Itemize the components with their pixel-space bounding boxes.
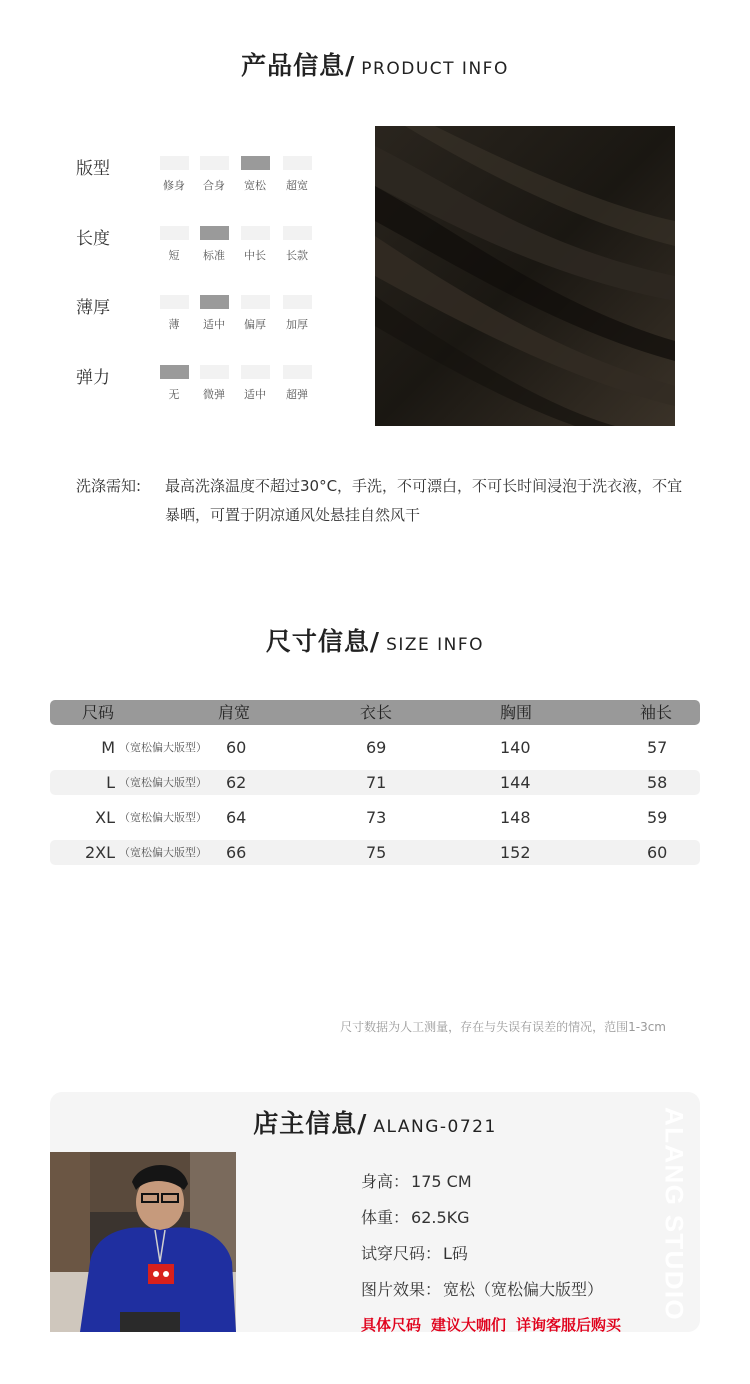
attribute-option bbox=[159, 156, 189, 193]
size-note: （宽松偏大版型） bbox=[119, 846, 207, 859]
length-cell: 73 bbox=[366, 808, 387, 827]
option-label: 中长 bbox=[244, 249, 266, 262]
promo-text-3: 详询客服后购买 bbox=[516, 1316, 622, 1334]
attribute-option bbox=[199, 295, 229, 332]
option-label: 修身 bbox=[163, 179, 185, 192]
size-note: （宽松偏大版型） bbox=[119, 776, 207, 789]
sleeve-cell: 59 bbox=[647, 808, 668, 827]
product-info-title-cn: 产品信息/ bbox=[241, 51, 356, 80]
studio-watermark bbox=[659, 1107, 697, 1321]
option-indicator bbox=[283, 156, 312, 170]
size-row bbox=[50, 735, 700, 760]
size-cell: XL bbox=[95, 808, 115, 827]
attribute-label: 长度 bbox=[76, 229, 110, 249]
owner-info-title bbox=[0, 1104, 750, 1140]
owner-weight bbox=[361, 1205, 470, 1228]
size-note: （宽松偏大版型） bbox=[119, 741, 207, 754]
attribute-option bbox=[199, 226, 229, 263]
size-cell: L bbox=[106, 773, 115, 792]
attribute-label: 弹力 bbox=[76, 368, 110, 388]
attribute-option bbox=[282, 365, 312, 402]
care-label: 洗涤需知: bbox=[76, 477, 142, 495]
size-row bbox=[50, 770, 700, 795]
option-label: 超弹 bbox=[286, 388, 308, 401]
owner-trial-size bbox=[361, 1241, 468, 1264]
header-shoulder: 肩宽 bbox=[218, 703, 251, 722]
attribute-option bbox=[282, 156, 312, 193]
option-indicator bbox=[160, 156, 189, 170]
size-info-title-en: SIZE INFO bbox=[386, 635, 485, 655]
size-table-header bbox=[50, 700, 700, 725]
size-note: （宽松偏大版型） bbox=[119, 811, 207, 824]
sleeve-cell: 57 bbox=[647, 738, 668, 757]
header-chest: 胸围 bbox=[500, 703, 533, 722]
option-label: 短 bbox=[168, 249, 180, 262]
size-advice-promo bbox=[361, 1314, 631, 1335]
option-label: 超宽 bbox=[286, 179, 308, 192]
shoulder-cell: 62 bbox=[226, 773, 247, 792]
option-indicator-selected bbox=[200, 295, 229, 309]
option-indicator bbox=[160, 226, 189, 240]
option-indicator bbox=[283, 226, 312, 240]
size-row bbox=[50, 840, 700, 865]
header-length: 衣长 bbox=[360, 703, 393, 722]
promo-text-1: 具体尺码 bbox=[361, 1316, 422, 1334]
option-indicator-selected bbox=[160, 365, 189, 379]
option-label: 微弹 bbox=[203, 388, 225, 401]
option-label: 宽松 bbox=[244, 179, 266, 192]
option-indicator bbox=[283, 295, 312, 309]
option-label: 合身 bbox=[203, 179, 225, 192]
attribute-option bbox=[159, 365, 189, 402]
attribute-option bbox=[282, 226, 312, 263]
owner-fit-effect bbox=[361, 1277, 603, 1300]
attribute-option bbox=[282, 295, 312, 332]
chest-cell: 148 bbox=[500, 808, 531, 827]
promo-text-2: 建议大咖们 bbox=[431, 1316, 507, 1334]
size-table-body bbox=[50, 735, 700, 865]
attribute-option bbox=[240, 295, 270, 332]
length-cell: 69 bbox=[366, 738, 387, 757]
owner-photo bbox=[50, 1152, 236, 1332]
trial-size-label: 试穿尺码： bbox=[361, 1244, 442, 1263]
product-info-title bbox=[0, 46, 750, 82]
shoulder-cell: 60 bbox=[226, 738, 247, 757]
attribute-option bbox=[240, 226, 270, 263]
effect-label: 图片效果： bbox=[361, 1280, 442, 1299]
care-text: 最高洗涤温度不超过30°C，手洗，不可漂白，不可长时间浸泡于洗衣液，不宜暴晒，可置于阴凉通风处悬挂自然风干 bbox=[165, 477, 683, 524]
watermark-text: ALANG STUDIO bbox=[659, 1107, 688, 1313]
fabric-folds-graphic bbox=[375, 126, 675, 426]
size-cell: M bbox=[101, 738, 115, 757]
option-indicator bbox=[241, 226, 270, 240]
option-label: 偏厚 bbox=[244, 318, 266, 331]
option-indicator bbox=[283, 365, 312, 379]
size-table bbox=[50, 700, 700, 875]
product-info-title-en: PRODUCT INFO bbox=[361, 59, 509, 79]
header-size: 尺码 bbox=[82, 703, 115, 722]
option-indicator-selected bbox=[241, 156, 270, 170]
option-indicator bbox=[241, 295, 270, 309]
size-info-title bbox=[0, 622, 750, 658]
option-label: 适中 bbox=[203, 318, 225, 331]
owner-info-title-en: ALANG-0721 bbox=[373, 1117, 497, 1137]
length-cell: 75 bbox=[366, 843, 387, 862]
shoulder-cell: 64 bbox=[226, 808, 247, 827]
sleeve-cell: 58 bbox=[647, 773, 668, 792]
size-disclaimer: 尺寸数据为人工测量，存在与失误有误差的情况，范围1-3cm bbox=[340, 1020, 666, 1034]
option-label: 无 bbox=[168, 388, 180, 401]
chest-cell: 144 bbox=[500, 773, 531, 792]
attribute-option bbox=[159, 295, 189, 332]
chest-cell: 152 bbox=[500, 843, 531, 862]
shoulder-cell: 66 bbox=[226, 843, 247, 862]
option-label: 标准 bbox=[203, 249, 225, 262]
attribute-option bbox=[240, 156, 270, 193]
option-label: 薄 bbox=[168, 318, 180, 331]
option-indicator bbox=[200, 156, 229, 170]
option-indicator bbox=[160, 295, 189, 309]
attribute-option bbox=[199, 156, 229, 193]
attribute-option bbox=[240, 365, 270, 402]
attribute-option bbox=[159, 226, 189, 263]
option-indicator bbox=[241, 365, 270, 379]
weight-value: 62.5KG bbox=[411, 1208, 470, 1227]
owner-info-title-cn: 店主信息/ bbox=[253, 1109, 368, 1138]
size-info-title-cn: 尺寸信息/ bbox=[265, 627, 381, 656]
option-label: 适中 bbox=[244, 388, 266, 401]
height-value: 175 CM bbox=[411, 1172, 472, 1191]
attribute-option bbox=[199, 365, 229, 402]
option-indicator bbox=[200, 365, 229, 379]
owner-photo-graphic bbox=[50, 1152, 236, 1332]
option-label: 长款 bbox=[286, 249, 308, 262]
weight-label: 体重： bbox=[361, 1208, 410, 1227]
option-indicator-selected bbox=[200, 226, 229, 240]
attribute-label: 薄厚 bbox=[76, 298, 110, 318]
option-label: 加厚 bbox=[286, 318, 308, 331]
height-label: 身高： bbox=[361, 1172, 410, 1191]
attribute-label: 版型 bbox=[76, 159, 110, 179]
trial-size-value: L码 bbox=[443, 1244, 468, 1263]
effect-value: 宽松（宽松偏大版型） bbox=[443, 1280, 604, 1299]
chest-cell: 140 bbox=[500, 738, 531, 757]
header-sleeve: 袖长 bbox=[640, 703, 673, 722]
owner-height bbox=[361, 1169, 472, 1192]
sleeve-cell: 60 bbox=[647, 843, 668, 862]
fabric-swatch-image bbox=[375, 126, 675, 426]
size-row bbox=[50, 805, 700, 830]
length-cell: 71 bbox=[366, 773, 387, 792]
size-cell: 2XL bbox=[84, 843, 115, 862]
